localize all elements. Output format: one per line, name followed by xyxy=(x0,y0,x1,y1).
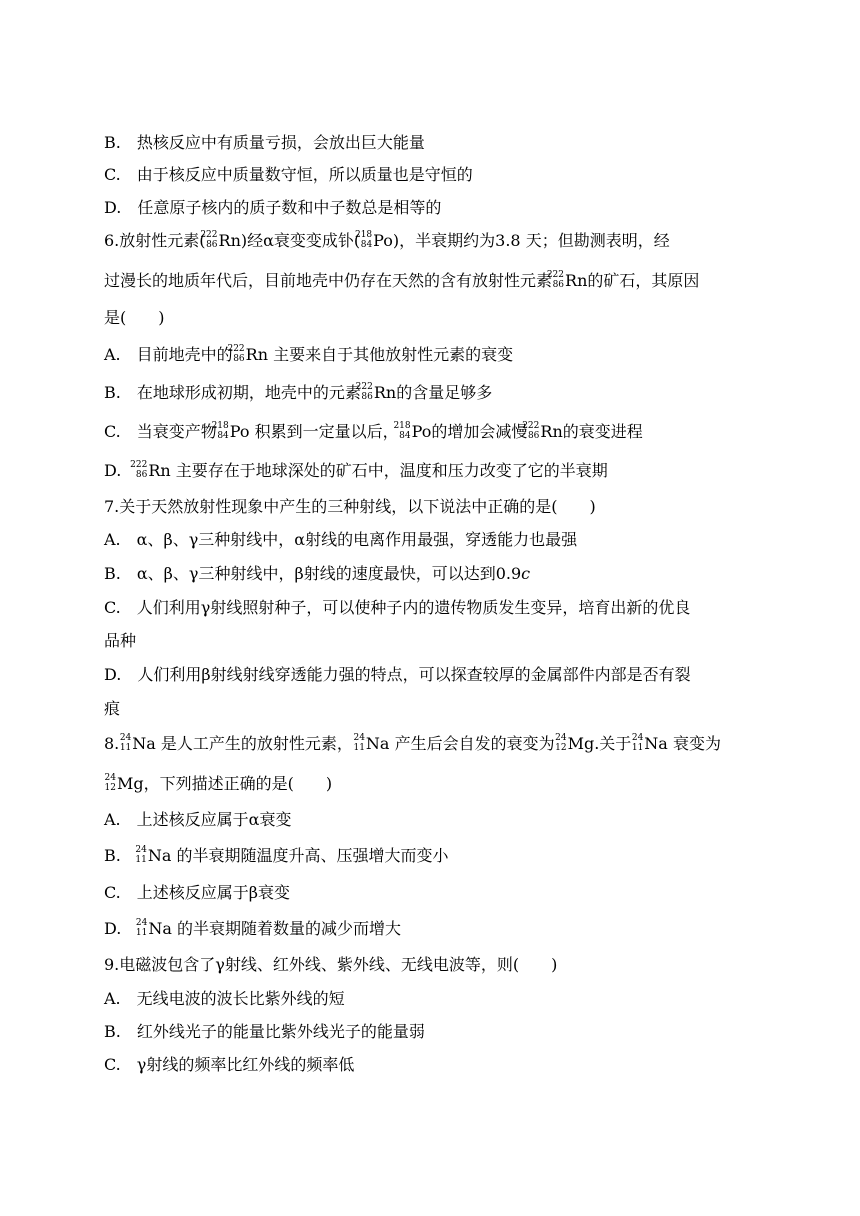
nuclide-rn: 222 86 xyxy=(546,270,565,290)
nuclide-rn: 222 86 xyxy=(130,460,148,480)
nuclide-rn: 222 86 xyxy=(355,382,373,402)
q8-option-a: A. 上述核反应属于α衰变 xyxy=(104,810,292,829)
q5-option-b: B. 热核反应中有质量亏损，会放出巨大能量 xyxy=(104,133,425,152)
q5-option-d: D. 任意原子核内的质子数和中子数总是相等的 xyxy=(104,198,442,217)
q6-stem-line-1: 6.放射性元素( 222 86 Rn)经α衰变变成钋( 218 84 Po)，半衰期约为3.8 天；但勘测表明，经 xyxy=(104,230,670,250)
nuclide-na: 24 11 xyxy=(119,733,132,753)
q6-option-a: A. 目前地壳中的 222 86 Rn 主要来自于其他放射性元素的衰变 xyxy=(104,344,514,364)
nuclide-po: 218 84 xyxy=(211,421,229,441)
nuclide-mg: 24 12 xyxy=(104,773,116,793)
nuclide-rn: 222 86 xyxy=(522,421,540,441)
q7-option-d-line-1: D. 人们利用β射线射线穿透能力强的特点，可以探查较厚的金属部件内部是否有裂 xyxy=(104,665,691,684)
q8-stem-line-1: 8. 24 11 Na 是人工产生的放射性元素， 24 11 Na 产生后会自发的衰变为 24 12 Mg.关于 24 11 Na 衰变为 xyxy=(104,733,721,753)
nuclide-mg: 24 12 xyxy=(555,733,567,753)
q8-option-c: C. 上述核反应属于β衰变 xyxy=(104,883,291,902)
q7-option-c-line-2: 品种 xyxy=(104,631,137,650)
nuclide-po: 218 84 xyxy=(354,230,373,250)
q7-option-a: A. α、β、γ三种射线中，α射线的电离作用最强，穿透能力也最强 xyxy=(104,530,578,549)
q6-stem-line-3: 是( ) xyxy=(104,308,165,327)
q6-option-b: B. 在地球形成初期，地壳中的元素 222 86 Rn的含量足够多 xyxy=(104,382,493,402)
q6-stem-line-2: 过漫长的地质年代后，目前地壳中仍存在天然的含有放射性元素 222 86 Rn的矿石，其原因 xyxy=(104,270,700,290)
q7-stem: 7.关于天然放射性现象中产生的三种射线，以下说法中正确的是( ) xyxy=(104,497,596,516)
q7-option-d-line-2: 痕 xyxy=(104,699,121,718)
nuclide-na: 24 11 xyxy=(135,918,148,938)
q9-stem: 9.电磁波包含了γ射线、红外线、紫外线、无线电波等，则( ) xyxy=(104,955,558,974)
nuclide-na: 24 11 xyxy=(631,733,644,753)
q8-stem-line-2: 24 12 Mg，下列描述正确的是( ) xyxy=(104,773,333,793)
q7-option-c-line-1: C. 人们利用γ射线照射种子，可以使种子内的遗传物质发生变异，培育出新的优良 xyxy=(104,598,691,617)
q9-option-b: B. 红外线光子的能量比紫外线光子的能量弱 xyxy=(104,1022,425,1041)
q8-option-d: D. 24 11 Na 的半衰期随着数量的减少而增大 xyxy=(104,918,401,938)
q8-option-b: B. 24 11 Na 的半衰期随温度升高、压强增大而变小 xyxy=(104,845,449,865)
q5-option-c: C. 由于核反应中质量数守恒，所以质量也是守恒的 xyxy=(104,165,473,184)
nuclide-rn: 222 86 xyxy=(227,344,245,364)
nuclide-na: 24 11 xyxy=(353,733,365,753)
q6-option-d: D. 222 86 Rn 主要存在于地球深处的矿石中，温度和压力改变了它的半衰期 xyxy=(104,460,608,480)
q7-option-b: B. α、β、γ三种射线中，β射线的速度最快，可以达到0.9c xyxy=(104,564,531,583)
q6-option-c: C. 当衰变产物 218 84 Po 积累到一定量以后， 218 84 Po的增加会减慢 222 86 Rn的衰变进程 xyxy=(104,421,643,441)
q9-option-a: A. 无线电波的波长比紫外线的短 xyxy=(104,989,345,1008)
nuclide-na: 24 11 xyxy=(135,845,147,865)
nuclide-po: 218 84 xyxy=(393,421,411,441)
nuclide-rn: 222 86 xyxy=(200,230,218,250)
q9-option-c: C. γ射线的频率比红外线的频率低 xyxy=(104,1055,355,1074)
